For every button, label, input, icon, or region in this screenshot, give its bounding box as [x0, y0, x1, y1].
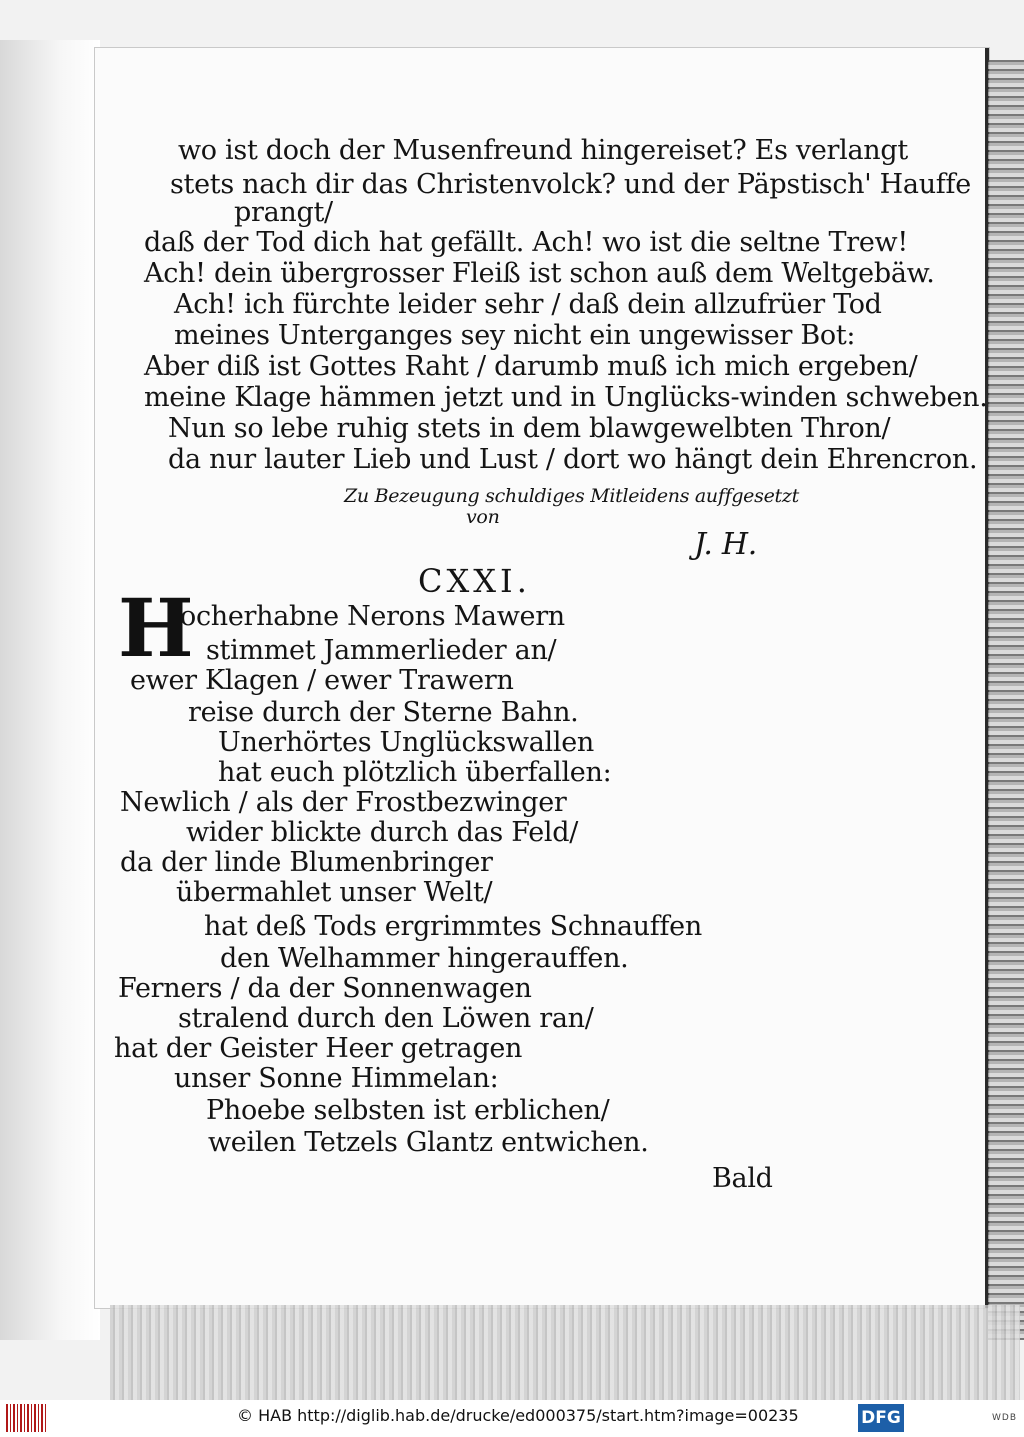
verse-line: hat der Geister Heer getragen — [114, 1033, 523, 1064]
verse-line: stralend durch den Löwen ran/ — [178, 1003, 594, 1034]
poem-line: Nun so lebe ruhig stets in dem blawgewelbten Thron/ — [168, 413, 891, 444]
poem-line: Ach! ich fürchte leider sehr / daß dein allzufrüer Tod — [174, 289, 882, 320]
page-stack-edge — [988, 60, 1024, 1340]
poem-line: meine Klage hämmen jetzt und in Unglücks-winden schweben. — [144, 382, 988, 413]
poem-line: wo ist doch der Musenfreund hingereiset? Es verlangt — [178, 135, 908, 166]
verse-line: Phoebe selbsten ist erblichen/ — [206, 1095, 610, 1126]
poem-line: da nur lauter Lieb und Lust / dort wo hängt dein Ehrencron. — [168, 444, 978, 475]
barcode-icon — [6, 1404, 46, 1432]
verse-line: reise durch der Sterne Bahn. — [188, 697, 579, 728]
verse-line: Newlich / als der Frostbezwinger — [120, 787, 567, 818]
poem-line: Ach! dein übergrosser Fleiß ist schon auß dem Weltgebäw. — [144, 258, 935, 289]
poem-line: daß der Tod dich hat gefällt. Ach! wo ist die seltne Trew! — [144, 227, 908, 258]
verse-line: übermahlet unser Welt/ — [176, 877, 493, 908]
verse-line: unser Sonne Himmelan: — [174, 1063, 499, 1094]
drop-cap-initial: H — [118, 581, 194, 675]
poem-line: prangt/ — [234, 197, 333, 228]
dedication-von: von — [466, 506, 500, 528]
poem-line: meines Unterganges sey nicht ein ungewisser Bot: — [174, 320, 856, 351]
verse-line: hat euch plötzlich überfallen: — [218, 757, 612, 788]
dedication-text: Zu Bezeugung schuldiges Mitleidens auffgesetzt — [344, 485, 799, 507]
section-heading: CXXI. — [418, 562, 531, 600]
catchword: Bald — [712, 1163, 773, 1194]
verse-line: ocherhabne Nerons Mawern — [180, 601, 565, 632]
copyright-link[interactable]: © HAB http://diglib.hab.de/drucke/ed000375/start.htm?image=00235 — [237, 1406, 799, 1425]
author-signature: J. H. — [694, 527, 757, 562]
dfg-logo: DFG — [858, 1404, 904, 1432]
verse-line: da der linde Blumenbringer — [120, 847, 493, 878]
poem-line: stets nach dir das Christenvolck? und der Päpstisch' Hauffe — [170, 169, 971, 200]
poem-line: Aber diß ist Gottes Raht / darumb muß ich mich ergeben/ — [144, 351, 918, 382]
verse-line: hat deß Tods ergrimmtes Schnauffen — [204, 911, 702, 942]
wdb-mark: WDB — [992, 1413, 1018, 1423]
verse-line: Unerhörtes Unglückswallen — [218, 727, 594, 758]
page-bottom-edge — [110, 1305, 1020, 1400]
verse-line: ewer Klagen / ewer Trawern — [130, 665, 514, 696]
verse-line: stimmet Jammerlieder an/ — [206, 635, 557, 666]
verse-line: Ferners / da der Sonnenwagen — [118, 973, 532, 1004]
book-gutter — [0, 40, 100, 1340]
verse-line: den Welhammer hingerauffen. — [220, 943, 629, 974]
verse-line: weilen Tetzels Glantz entwichen. — [208, 1127, 649, 1158]
verse-line: wider blickte durch das Feld/ — [186, 817, 578, 848]
footer-bar — [0, 1400, 1024, 1437]
